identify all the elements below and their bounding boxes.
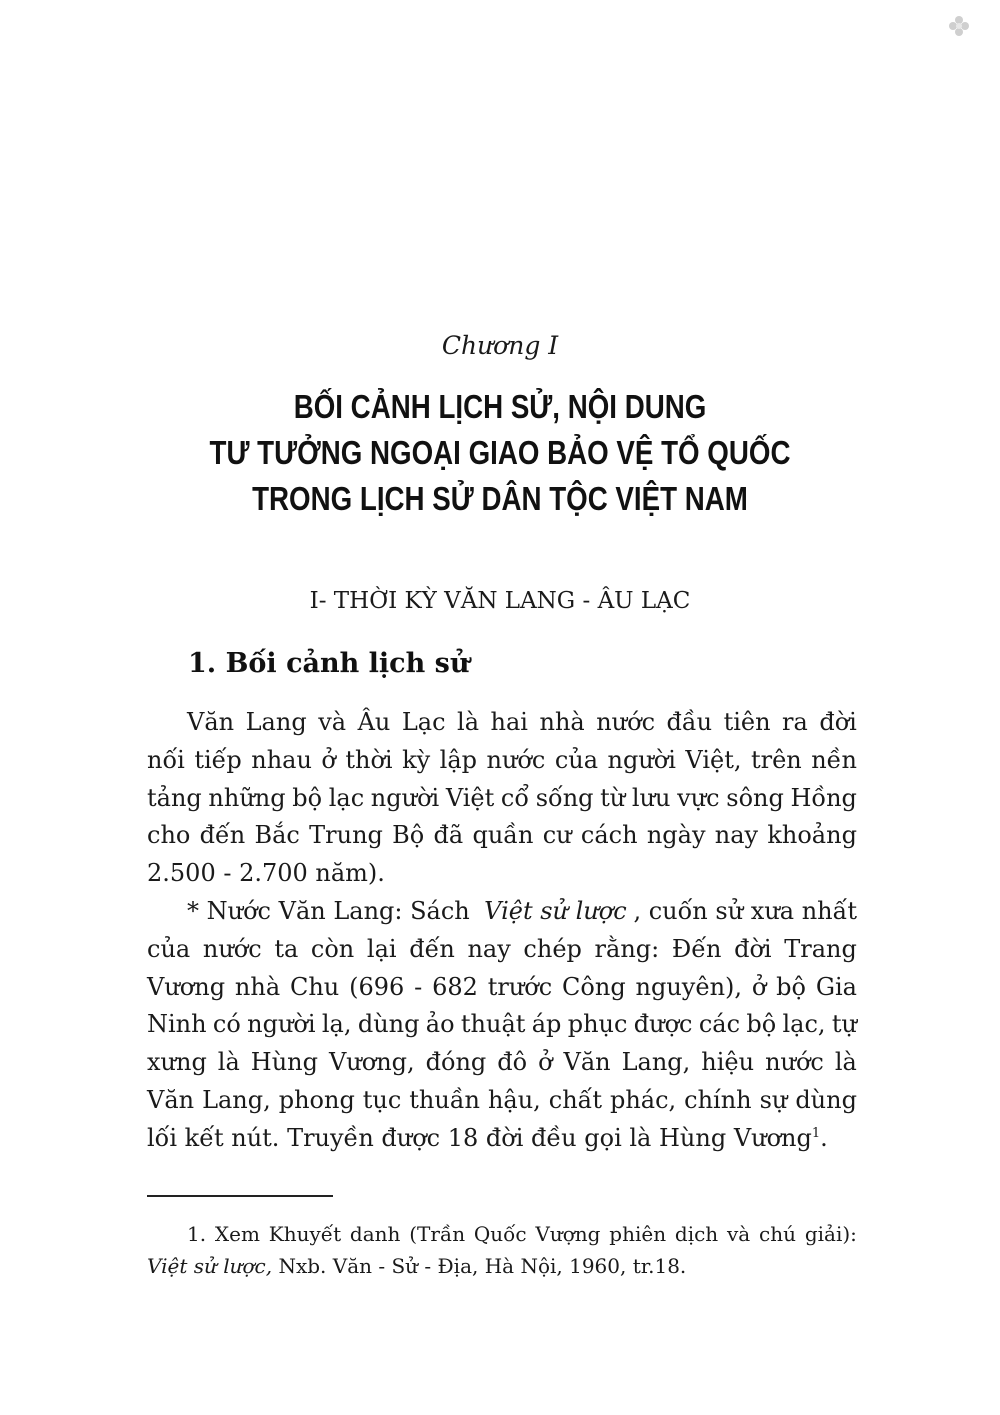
word: phiên [609, 1222, 667, 1246]
paragraph-line [147, 817, 857, 855]
word: ra [782, 708, 808, 736]
word: người [607, 745, 676, 774]
word: Văn [563, 1048, 611, 1077]
flower-ornament-icon [948, 15, 970, 37]
word: Âu [357, 708, 391, 736]
word: cho [147, 821, 191, 850]
word: lạc [328, 783, 365, 812]
word: chính [684, 1085, 752, 1114]
word: Lạc [401, 708, 446, 736]
word: Lang [245, 708, 307, 736]
word: Khuyết [268, 1222, 342, 1246]
chapter-title-line: TƯ TƯỞNG NGOẠI GIAO BẢO VỆ TỔ QUỐC [209, 434, 791, 471]
word: bộ [776, 972, 806, 1001]
word: Quốc [473, 1222, 527, 1246]
word: chất [548, 1085, 603, 1114]
word: đã [433, 821, 464, 850]
word: ở [751, 972, 767, 1001]
word: nhà [234, 972, 281, 1001]
word: phong [278, 1085, 355, 1114]
word: những [208, 783, 286, 812]
word: và [318, 708, 347, 736]
word: lưu [631, 783, 671, 812]
chapter-title [80, 384, 920, 522]
footnote-line [147, 1218, 857, 1250]
word: nhau [251, 745, 312, 774]
word: còn [310, 934, 355, 963]
word: tự [831, 1010, 857, 1039]
word: thời [345, 745, 393, 774]
word: Hồng [790, 783, 857, 812]
word: hai [490, 708, 528, 736]
word: quần [472, 821, 534, 850]
paragraph-line: 2.500 - 2.700 năm). [147, 859, 385, 888]
word: của [554, 745, 599, 774]
word: ảo [425, 1010, 455, 1039]
paragraph-line [147, 780, 857, 818]
word: trên [750, 745, 802, 774]
paragraph-line [147, 893, 857, 931]
word: dùng [357, 1010, 420, 1039]
word: Công [562, 972, 626, 1001]
word: Lang, [202, 1085, 271, 1114]
word: và [727, 1222, 751, 1246]
word: nước [765, 1048, 824, 1077]
word: là [217, 1048, 240, 1077]
word: kỳ [402, 745, 431, 774]
word: áp [531, 1010, 562, 1039]
word: của [147, 934, 191, 963]
word: dịch [674, 1222, 719, 1246]
word: đô [497, 1048, 528, 1077]
word: - [414, 972, 423, 1001]
word: thuật [460, 1010, 526, 1039]
word: Trang [784, 934, 857, 963]
word: Vượng [535, 1222, 601, 1246]
word: 1. [187, 1222, 207, 1246]
word: Vương [147, 972, 226, 1001]
word: lập [439, 745, 478, 774]
word: Gia [815, 972, 857, 1001]
word: Bộ [392, 821, 425, 850]
word: người [247, 1010, 316, 1039]
word: hậu, [487, 1085, 541, 1114]
chapter-title-line: BỐI CẢNH LỊCH SỬ, NỘI DUNG [293, 388, 707, 425]
word: từ [600, 783, 626, 812]
word: bộ [292, 783, 323, 812]
word: lại [366, 934, 397, 963]
word: nguyên), [635, 972, 743, 1001]
word: tiếp [194, 745, 242, 774]
footnote [147, 1218, 857, 1282]
paragraph-line [147, 1006, 857, 1044]
word: thuần [409, 1085, 480, 1114]
word: tiên [723, 708, 771, 736]
word: đến [199, 821, 246, 850]
paragraph-line [147, 704, 857, 742]
word: nối [147, 745, 185, 774]
text-run: Nxb. Văn - Sử - Địa, Hà Nội, 1960, tr.18. [272, 1254, 687, 1278]
word: đầu [666, 708, 713, 736]
word: Hùng [250, 1048, 318, 1077]
word: các [698, 1010, 741, 1039]
word: ta [274, 934, 299, 963]
word: bộ [746, 1010, 777, 1039]
word: phác, [609, 1085, 677, 1114]
word: đến [409, 934, 455, 963]
word: là [834, 1048, 857, 1077]
word: Chu [289, 972, 340, 1001]
word: (Trần [409, 1222, 466, 1246]
word: Vương, [328, 1048, 415, 1077]
word: nền [811, 745, 857, 774]
word: được [633, 1010, 693, 1039]
footnote-divider [147, 1195, 333, 1197]
paragraph-line [147, 1044, 857, 1082]
word: rằng: [594, 934, 660, 963]
word: dùng [795, 1085, 857, 1114]
paragraph-line [147, 1120, 857, 1158]
word: nhà [539, 708, 585, 736]
word: lạ, [321, 1010, 352, 1039]
word: chú [759, 1222, 797, 1246]
word: giải): [804, 1222, 857, 1246]
text-run: . [820, 1123, 828, 1152]
word: đóng [425, 1048, 487, 1077]
word: cổ [500, 783, 530, 812]
word: ở [321, 745, 336, 774]
word: đời [734, 934, 772, 963]
word: Xem [214, 1222, 260, 1246]
word: nước [596, 708, 656, 736]
footnote-line [147, 1250, 857, 1282]
book-title-italic: Việt sử lược, [147, 1254, 273, 1278]
paragraph-line [147, 1082, 857, 1120]
paragraph-line [147, 969, 857, 1007]
word: 682 [432, 972, 478, 1001]
text-run [147, 1120, 828, 1158]
word: lạc, [782, 1010, 826, 1039]
word: trước [487, 972, 553, 1001]
word: vực [677, 783, 720, 812]
word: cách [580, 821, 638, 850]
footnote-reference[interactable]: 1 [811, 1125, 821, 1141]
word: Lang, [621, 1048, 691, 1077]
word: đời [819, 708, 857, 736]
word: Văn [187, 708, 235, 736]
paragraph-line [147, 931, 857, 969]
word: là [457, 708, 480, 736]
word: sống [535, 783, 594, 812]
word: hiệu [701, 1048, 755, 1077]
word: Đến [671, 934, 722, 963]
word: tục [362, 1085, 402, 1114]
word: khoảng [767, 821, 857, 850]
word: nay [714, 821, 759, 850]
chapter-label: Chương I [441, 331, 559, 360]
word: chép [523, 934, 582, 963]
word: có [212, 1010, 241, 1039]
text-run: lối kết nút. Truyền được 18 đời đều gọi là Hùng Vương [147, 1123, 812, 1152]
word: ngày [646, 821, 706, 850]
book-title-italic: Việt sử lược [484, 896, 627, 925]
word: xưng [147, 1048, 207, 1077]
section-heading: I- THỜI KỲ VĂN LANG - ÂU LẠC [309, 588, 691, 614]
word: cư [542, 821, 572, 850]
word: nay [467, 934, 511, 963]
chapter-title-line: TRONG LỊCH SỬ DÂN TỘC VIỆT NAM [252, 480, 748, 517]
word: Việt, [685, 745, 742, 774]
word: tảng [147, 783, 202, 812]
word: người [370, 783, 440, 812]
word: Việt [445, 783, 495, 812]
word: nước [202, 934, 262, 963]
word: phục [567, 1010, 628, 1039]
word: sự [759, 1085, 788, 1114]
body-text [147, 704, 857, 1158]
paragraph-line [147, 742, 857, 780]
word: ở [538, 1048, 553, 1077]
word: Bắc [254, 821, 300, 850]
word: sông [726, 783, 784, 812]
word: Ninh [147, 1010, 207, 1039]
word: Trung [309, 821, 383, 850]
text-run: * Nước Văn Lang: Sách [187, 896, 478, 925]
word: nước [486, 745, 546, 774]
text-run: , cuốn sử xưa nhất [633, 896, 857, 925]
word: danh [349, 1222, 401, 1246]
word: Văn [147, 1085, 195, 1114]
subsection-heading: 1. Bối cảnh lịch sử [188, 648, 470, 679]
word: (696 [349, 972, 405, 1001]
